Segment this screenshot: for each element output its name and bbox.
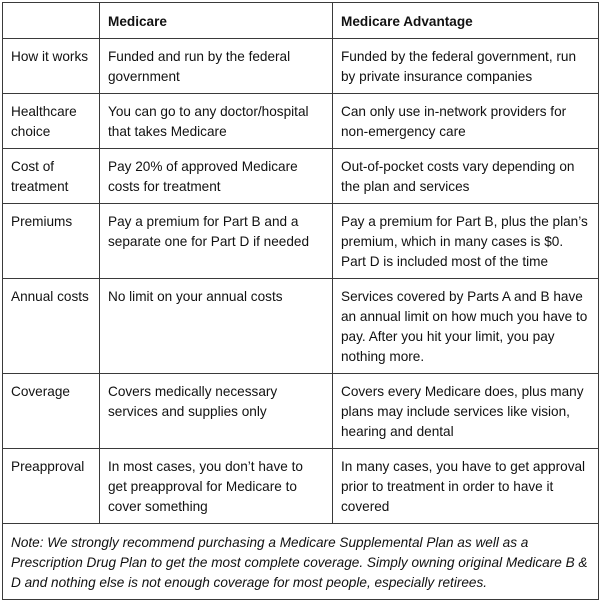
medicare-cell: You can go to any doctor/hospital that takes Medicare — [100, 94, 333, 149]
header-cell-medicare: Medicare — [100, 3, 333, 39]
note-row — [3, 524, 599, 600]
table-row-premiums — [3, 204, 599, 279]
advantage-cell: Funded by the federal government, run by private insurance companies — [333, 39, 599, 94]
header-cell-blank — [3, 3, 100, 39]
advantage-cell: In many cases, you have to get approval prior to treatment in order to have it covered — [333, 449, 599, 524]
advantage-cell: Pay a premium for Part B, plus the plan’s premium, which in many cases is $0. Part D is included most of the time — [333, 204, 599, 279]
comparison-table — [2, 2, 599, 600]
header-row — [3, 3, 599, 39]
advantage-cell: Covers every Medicare does, plus many plans may include services like vision, hearing and dental — [333, 374, 599, 449]
row-label: Coverage — [3, 374, 100, 449]
row-label: Healthcare choice — [3, 94, 100, 149]
medicare-cell: No limit on your annual costs — [100, 279, 333, 374]
medicare-cell: Covers medically necessary services and supplies only — [100, 374, 333, 449]
row-label: How it works — [3, 39, 100, 94]
medicare-cell: Pay 20% of approved Medicare costs for treatment — [100, 149, 333, 204]
header-cell-medicare-advantage: Medicare Advantage — [333, 3, 599, 39]
medicare-cell: Funded and run by the federal government — [100, 39, 333, 94]
row-label: Preapproval — [3, 449, 100, 524]
advantage-cell: Can only use in-network providers for non-emergency care — [333, 94, 599, 149]
medicare-cell: Pay a premium for Part B and a separate one for Part D if needed — [100, 204, 333, 279]
table-row-annual-costs — [3, 279, 599, 374]
table-row-cost-of-treatment — [3, 149, 599, 204]
table-row-healthcare-choice — [3, 94, 599, 149]
row-label: Cost of treatment — [3, 149, 100, 204]
table-row-how-it-works — [3, 39, 599, 94]
table-row-coverage — [3, 374, 599, 449]
advantage-cell: Out-of-pocket costs vary depending on the plan and services — [333, 149, 599, 204]
row-label: Annual costs — [3, 279, 100, 374]
footnote: Note: We strongly recommend purchasing a Medicare Supplemental Plan as well as a Prescription Drug Plan to get the most complete coverage. Simply owning original Medicare B & D and nothing else is not enough coverage for most people, especially retirees. — [3, 524, 599, 600]
row-label: Premiums — [3, 204, 100, 279]
advantage-cell: Services covered by Parts A and B have an annual limit on how much you have to pay. After you hit your limit, you pay nothing more. — [333, 279, 599, 374]
medicare-cell: In most cases, you don’t have to get preapproval for Medicare to cover something — [100, 449, 333, 524]
table-row-preapproval — [3, 449, 599, 524]
